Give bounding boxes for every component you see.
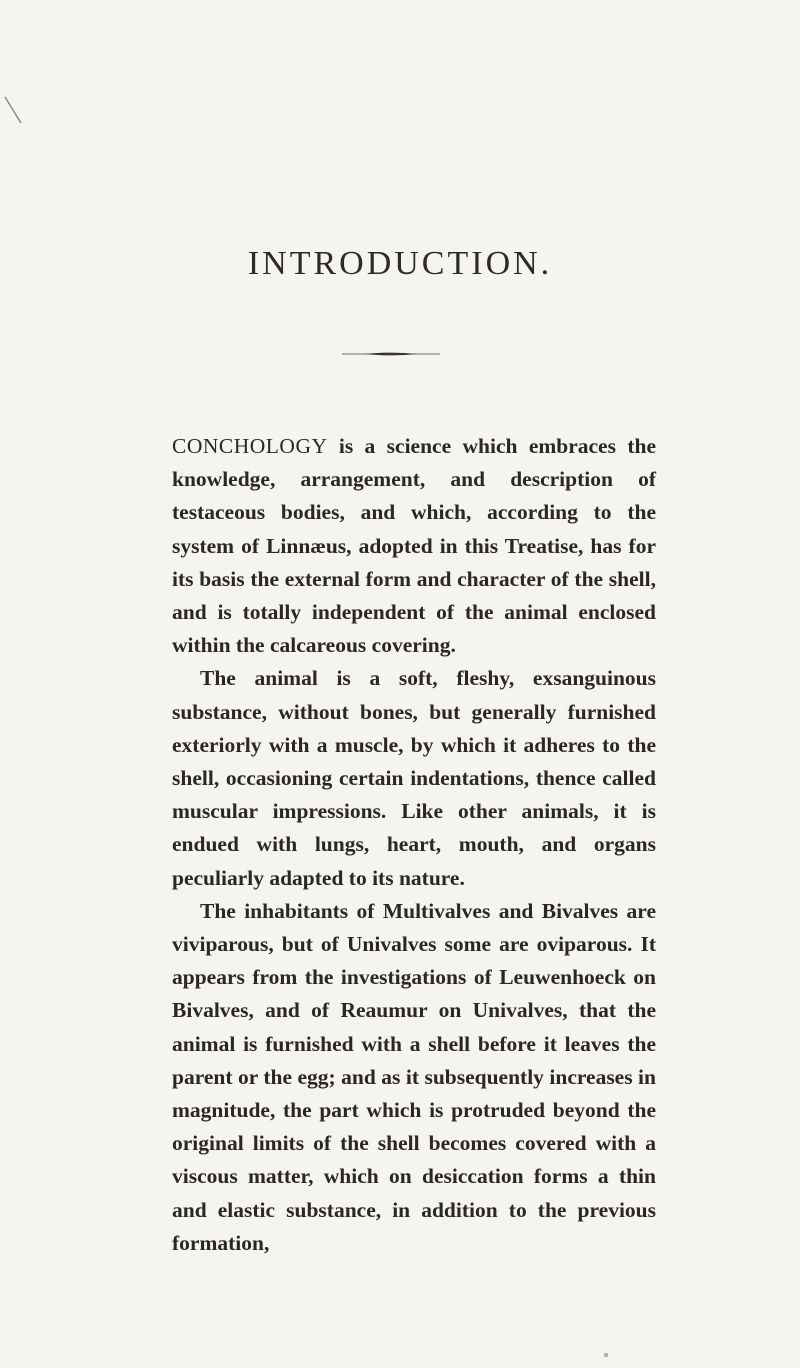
paragraph-2: The animal is a soft, fleshy, exsanguinous substance, without bones, but generally furnished exteriorly with a muscle, by which it adheres to the shell, occasioning certain indentations, thence called muscular impressions. Like other animals, it is endued with lungs, heart, mouth, and organs peculiarly adapted to its nature. (172, 666, 656, 890)
margin-pencil-mark (2, 95, 28, 127)
page-speck (604, 1353, 608, 1357)
lead-word: CONCHOLOGY (172, 434, 328, 458)
paragraph-1-text: is a science which embraces the knowledge, arrangement, and description of testaceous bodies, and which, according to the system of Linnæus, adopted in this Treatise, has for its basis the external form and character of the shell, and is totally independent of the animal enclosed within the calcareous covering. (172, 434, 656, 658)
paragraph-3: The inhabitants of Multivalves and Bivalves are viviparous, but of Univalves some are oviparous. It appears from the investigations of Leuwenhoeck on Bivalves, and of Reaumur on Univalves, that the animal is furnished with a shell before it leaves the parent or the egg; and as it subsequently increases in magnitude, the part which is protruded beyond the original limits of the shell becomes covered with a viscous matter, which on desiccation forms a thin and elastic substance, in addition to the previous formation, (172, 898, 656, 1255)
body-text (172, 430, 656, 1260)
chapter-heading: INTRODUCTION. (247, 245, 553, 282)
paragraph-1 (172, 430, 656, 662)
ornamental-rule (342, 351, 440, 357)
